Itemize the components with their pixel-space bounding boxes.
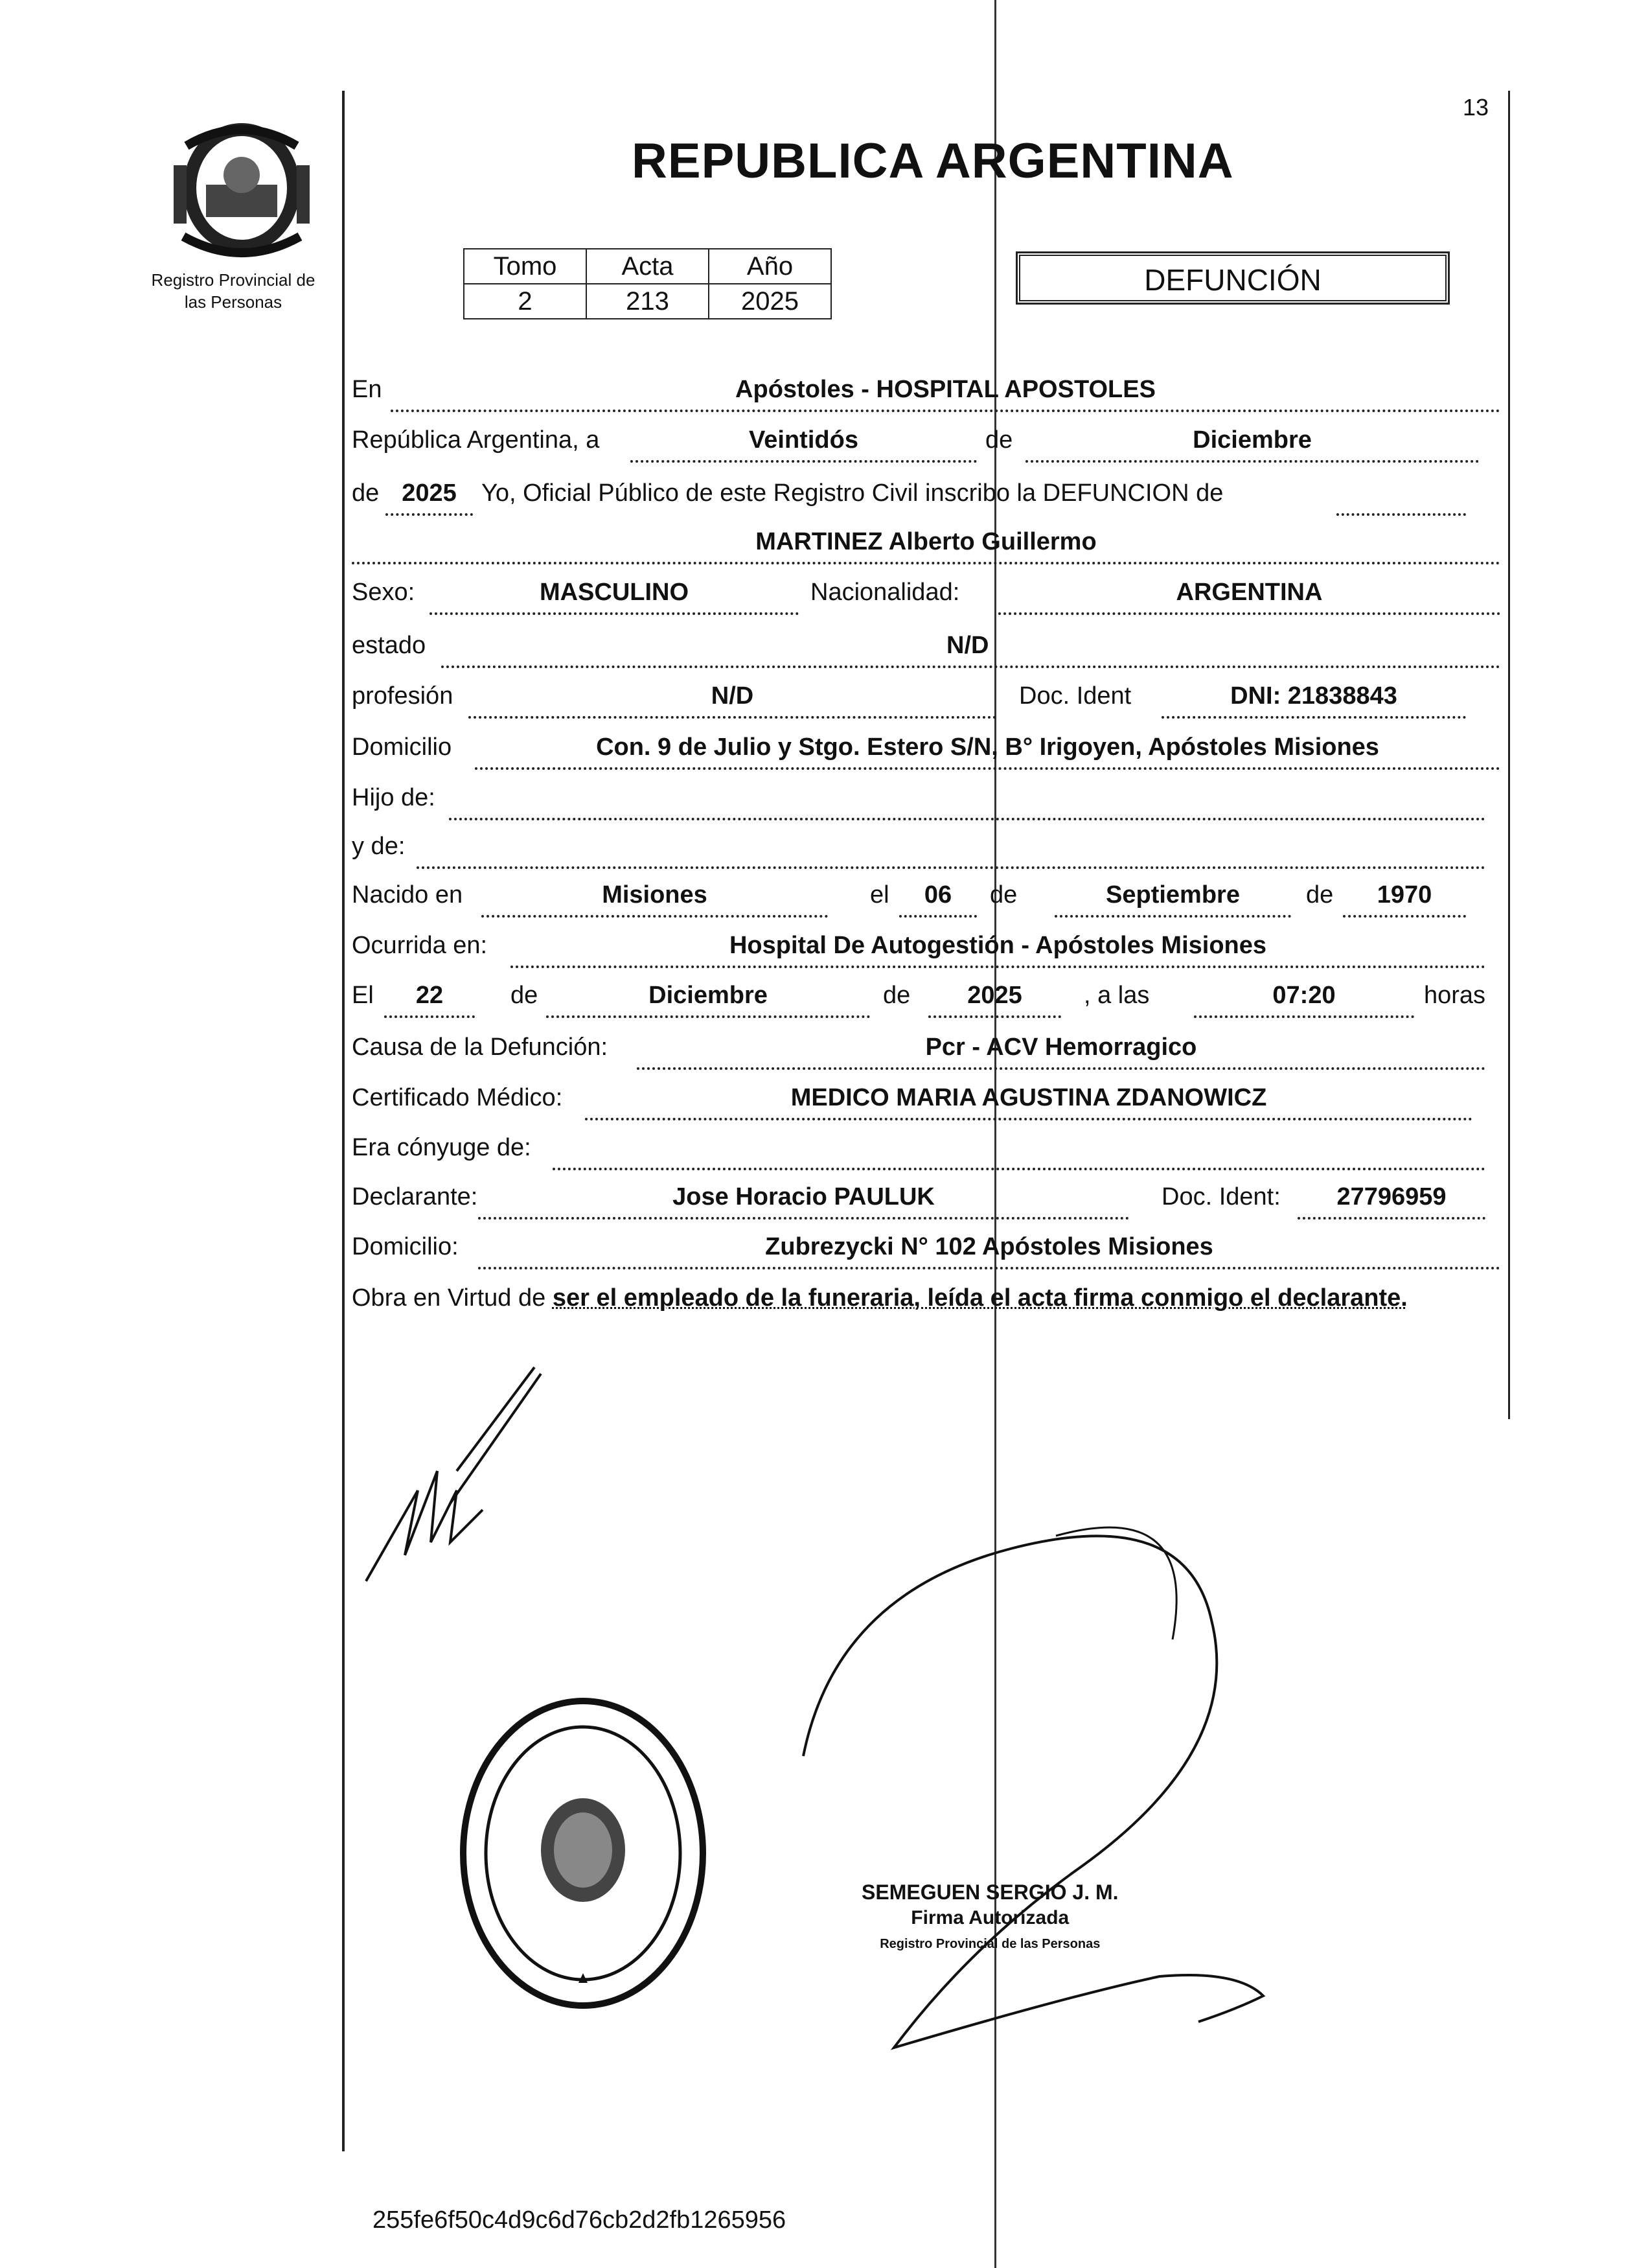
month-field: Diciembre bbox=[1025, 426, 1479, 463]
birth-day-field: 06 bbox=[899, 881, 977, 918]
death-time-field: 07:20 bbox=[1194, 982, 1414, 1018]
document-hash: 255fe6f50c4d9c6d76cb2d2fb1265956 bbox=[372, 2206, 786, 2234]
death-day-field: 22 bbox=[384, 982, 475, 1018]
profesion-label: profesión bbox=[352, 682, 453, 710]
certificado-field: MEDICO MARIA AGUSTINA ZDANOWICZ bbox=[585, 1084, 1472, 1120]
register-value-acta: 213 bbox=[586, 284, 709, 319]
official-oval-seal bbox=[453, 1691, 713, 2015]
register-header-ano: Año bbox=[709, 249, 831, 284]
obra-paragraph bbox=[352, 1280, 1500, 1316]
declarante-label: Declarante: bbox=[352, 1183, 478, 1210]
declarant-signature bbox=[360, 1361, 554, 1588]
deceased-name-field: MARTINEZ Alberto Guillermo bbox=[352, 528, 1500, 564]
birth-de-label: de bbox=[990, 881, 1018, 908]
year-field: 2025 bbox=[385, 480, 473, 516]
de-label: de bbox=[985, 426, 1013, 454]
yde-field bbox=[417, 833, 1485, 869]
nacionalidad-field: ARGENTINA bbox=[998, 579, 1500, 615]
yde-label: y de: bbox=[352, 833, 406, 860]
right-margin-line bbox=[1508, 91, 1510, 1419]
alas-label: , a las bbox=[1084, 982, 1150, 1009]
document-type-box: DEFUNCIÓN bbox=[1016, 251, 1450, 305]
death-year-field: 2025 bbox=[928, 982, 1061, 1018]
registry-caption bbox=[130, 269, 337, 313]
estado-value: N/D bbox=[946, 632, 989, 659]
el-label-2: El bbox=[352, 982, 374, 1009]
estado-field bbox=[441, 632, 1500, 668]
doc-label: Doc. Ident bbox=[1019, 682, 1132, 710]
nacido-label: Nacido en bbox=[352, 881, 463, 908]
official-signature bbox=[797, 1477, 1302, 2061]
official-title: Firma Autorizada bbox=[911, 1907, 1070, 1928]
domicilio-label: Domicilio bbox=[352, 734, 452, 761]
death-de-label-2: de bbox=[883, 982, 911, 1009]
certificado-label: Certificado Médico: bbox=[352, 1084, 563, 1111]
conyuge-label: Era cónyuge de: bbox=[352, 1134, 531, 1161]
el-label: el bbox=[870, 881, 889, 908]
province-crest-logo bbox=[161, 107, 323, 269]
sexo-field: MASCULINO bbox=[429, 579, 799, 615]
profesion-field: N/D bbox=[468, 682, 996, 719]
domicilio2-label: Domicilio: bbox=[352, 1233, 459, 1260]
death-month-field: Diciembre bbox=[546, 982, 870, 1018]
register-value-tomo: 2 bbox=[464, 284, 586, 319]
doc-ident-label: Doc. Ident: bbox=[1162, 1183, 1281, 1210]
death-de-label: de bbox=[510, 982, 538, 1009]
official-org: Registro Provincial de las Personas bbox=[880, 1937, 1101, 1951]
republica-label: República Argentina, a bbox=[352, 426, 600, 454]
nacido-field: Misiones bbox=[481, 881, 828, 918]
register-header-tomo: Tomo bbox=[464, 249, 586, 284]
conyuge-field bbox=[553, 1134, 1485, 1170]
declarante-doc-field: 27796959 bbox=[1298, 1183, 1485, 1220]
birth-de-label-2: de bbox=[1306, 881, 1334, 908]
doc-field: DNI: 21838843 bbox=[1162, 682, 1466, 719]
hijo-label: Hijo de: bbox=[352, 784, 435, 811]
register-value-ano: 2025 bbox=[709, 284, 831, 319]
registry-caption-line2: las Personas bbox=[184, 292, 282, 312]
left-margin-line bbox=[342, 91, 345, 2151]
page-title: REPUBLICA ARGENTINA bbox=[632, 133, 1234, 189]
statement-text: Yo, Oficial Público de este Registro Civil inscribo la DEFUNCION de bbox=[481, 480, 1224, 507]
registry-caption-line1: Registro Provincial de bbox=[151, 270, 315, 290]
register-header-acta: Acta bbox=[586, 249, 709, 284]
hijo-field bbox=[449, 784, 1485, 820]
causa-label: Causa de la Defunción: bbox=[352, 1034, 608, 1061]
register-table bbox=[463, 248, 832, 319]
estado-label: estado bbox=[352, 632, 426, 659]
horas-label: horas bbox=[1424, 982, 1486, 1009]
en-label: En bbox=[352, 376, 382, 403]
place-field: Apóstoles - HOSPITAL APOSTOLES bbox=[391, 376, 1500, 412]
nacionalidad-label: Nacionalidad: bbox=[810, 579, 960, 606]
declarante-field: Jose Horacio PAULUK bbox=[478, 1183, 1129, 1220]
page-number: 13 bbox=[1463, 94, 1489, 121]
obra-label: Obra en Virtud de bbox=[352, 1284, 546, 1312]
declarante-domicilio-field: Zubrezycki N° 102 Apóstoles Misiones bbox=[478, 1233, 1500, 1269]
causa-field: Pcr - ACV Hemorragico bbox=[637, 1034, 1485, 1070]
year-prefix-label: de bbox=[352, 480, 380, 507]
day-words-field: Veintidós bbox=[630, 426, 977, 463]
ocurrida-label: Ocurrida en: bbox=[352, 932, 488, 959]
ocurrida-field: Hospital De Autogestión - Apóstoles Misiones bbox=[510, 932, 1485, 968]
domicilio-field: Con. 9 de Julio y Stgo. Estero S/N, B° Irigoyen, Apóstoles Misiones bbox=[475, 734, 1500, 770]
birth-month-field: Septiembre bbox=[1055, 881, 1291, 918]
obra-text: ser el empleado de la funeraria, leída el acta firma conmigo el declarante. bbox=[552, 1284, 1408, 1312]
birth-year-field: 1970 bbox=[1343, 881, 1466, 918]
official-name: SEMEGUEN SERGIO J. M. bbox=[862, 1880, 1119, 1904]
sexo-label: Sexo: bbox=[352, 579, 415, 606]
statement-trailing-field bbox=[1336, 480, 1466, 516]
